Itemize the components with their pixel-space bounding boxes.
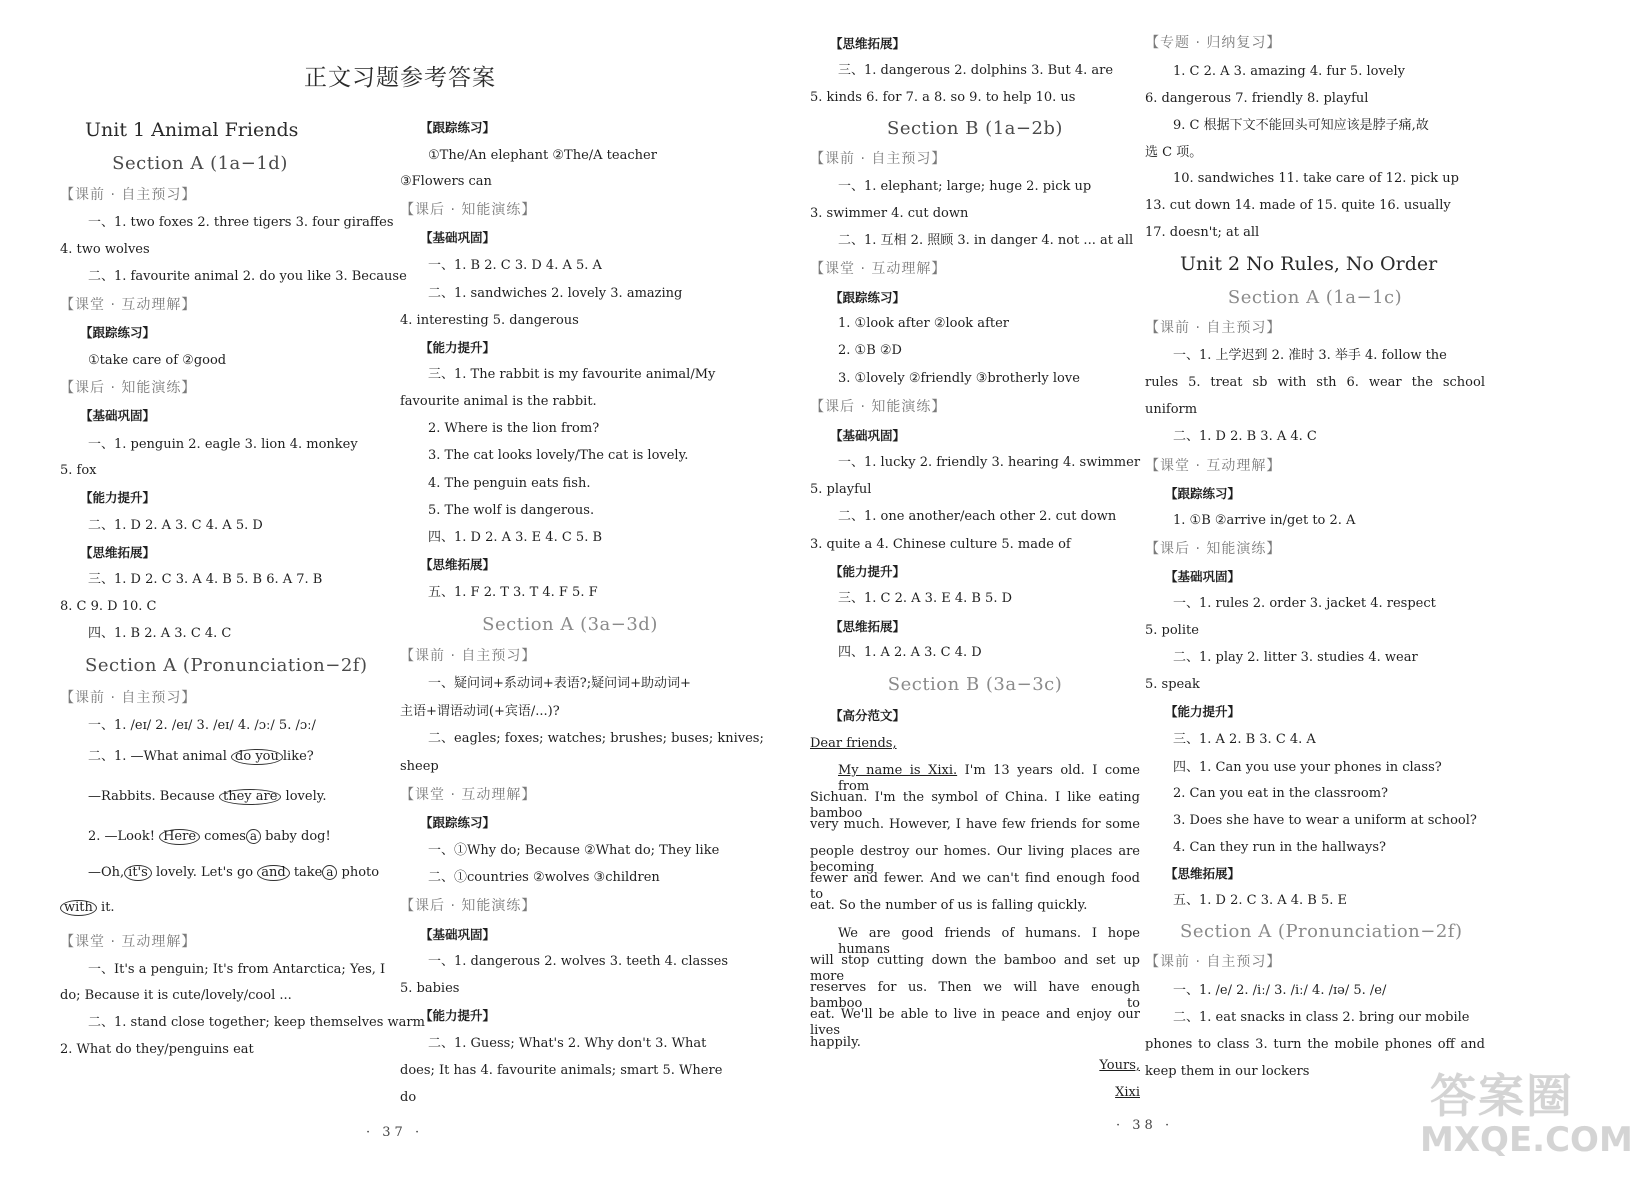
answer-line: 三、1. A 2. B 3. C 4. A [1173,732,1316,747]
unit2-title: Unit 2 No Rules, No Order [1180,253,1438,275]
answer-line: 5. babies [400,981,460,996]
thinking-heading: 【思维拓展】 [1165,866,1241,881]
answer-line: 四、1. A 2. A 3. C 4. D [838,645,982,660]
answer-line: 选 C 项。 [1145,145,1203,160]
answer-line: 二、1. favourite animal 2. do you like 3. Because [88,269,407,284]
basic-heading: 【基础巩固】 [420,230,496,245]
answer-line: 一、1. lucky 2. friendly 3. hearing 4. swimmer [838,455,1141,470]
answer-line: 5. The wolf is dangerous. [428,503,595,518]
answer-line: ③Flowers can [400,174,492,189]
after-class-heading: 【课后 · 知能演练】 [400,202,537,218]
section-pronunciation-heading: Section A (Pronunciation−2f) [85,655,368,676]
thinking-heading: 【思维拓展】 [830,36,906,51]
answer-line: 2. ①B ②D [838,343,902,358]
answer-line: 3. ①lovely ②friendly ③brotherly love [838,371,1080,386]
answer-line: 一、1. 上学迟到 2. 准时 3. 举手 4. follow the [1173,348,1447,363]
answer-line: 一、疑问词+系动词+表语?;疑问词+助动词+ [428,676,691,691]
essay-line: eat. So the number of us is falling quickly. [810,898,1088,913]
answer-line: 二、1. Guess; What's 2. Why don't 3. What [428,1036,707,1051]
answer-line: 10. sandwiches 11. take care of 12. pick up [1173,171,1459,186]
answer-line: 8. C 9. D 10. C [60,599,157,614]
topic-review-heading: 【专题 · 归纳复习】 [1145,35,1282,51]
section-a-heading: Section A (1a−1d) [112,153,288,174]
essay-line: people destroy our homes. Our living places are becoming [810,844,1140,875]
answer-line: 4. The penguin eats fish. [428,476,591,491]
answer-line: 3. The cat looks lovely/The cat is lovely. [428,448,689,463]
pre-class-heading: 【课前 · 自主预习】 [60,690,197,706]
answer-line: 一、1. dangerous 2. wolves 3. teeth 4. classes [428,954,729,969]
answer-line: 二、1. D 2. A 3. C 4. A 5. D [88,518,263,533]
answer-line: 一、1. elephant; large; huge 2. pick up [838,179,1092,194]
answer-line: do [400,1090,417,1105]
answer-line: do; Because it is cute/lovely/cool ... [60,988,292,1003]
answer-line: 一、①Why do; Because ②What do; They like [428,843,720,858]
answer-line: 二、1. eat snacks in class 2. bring our mobile [1173,1010,1470,1025]
thinking-heading: 【思维拓展】 [420,557,496,572]
circled-word: they are [219,789,281,805]
answer-line: 四、1. Can you use your phones in class? [1173,760,1442,775]
after-class-heading: 【课后 · 知能演练】 [400,898,537,914]
answer-line: 二、①countries ②wolves ③children [428,870,660,885]
answer-line: 五、1. F 2. T 3. T 4. F 5. F [428,585,598,600]
thinking-heading: 【思维拓展】 [830,619,906,634]
answer-line: 1. C 2. A 3. amazing 4. fur 5. lovely [1173,64,1405,79]
essay-line: happily. [810,1035,861,1050]
essay-heading: 【高分范文】 [830,708,906,723]
answer-line: 二、1. —What animal do you like? [88,749,314,764]
answer-line: sheep [400,759,439,774]
answer-line: 二、1. D 2. B 3. A 4. C [1173,429,1317,444]
answer-line: 6. dangerous 7. friendly 8. playful [1145,91,1369,106]
answer-line: 4. two wolves [60,242,150,257]
unit1-title: Unit 1 Animal Friends [85,119,299,141]
essay-line: fewer and fewer. And we can't find enough food to [810,871,1140,902]
answer-line: 二、1. one another/each other 2. cut down [838,509,1117,524]
answer-line: 二、eagles; foxes; watches; brushes; buses; knives; [428,731,764,746]
answer-line: ①take care of ②good [88,353,227,368]
answer-line: 17. doesn't; at all [1145,225,1260,240]
ability-heading: 【能力提升】 [830,564,906,579]
section-pronunciation-heading: Section A (Pronunciation−2f) [1180,921,1463,942]
essay-signature: Xixi [1115,1085,1140,1100]
circled-word: do you [231,749,283,765]
thinking-heading: 【思维拓展】 [80,545,156,560]
answer-line: 一、1. penguin 2. eagle 3. lion 4. monkey [88,437,358,452]
basic-heading: 【基础巩固】 [420,927,496,942]
answer-line: —Rabbits. Because they are lovely. [88,789,327,804]
answer-line: 2. What do they/penguins eat [60,1042,254,1057]
after-class-heading: 【课后 · 知能演练】 [810,399,947,415]
answer-line: 9. C 根据下文不能回头可知应该是脖子痛,故 [1173,118,1429,133]
pre-class-heading: 【课前 · 自主预习】 [810,151,947,167]
essay-line: will stop cutting down the bamboo and set up more [810,953,1140,984]
ability-heading: 【能力提升】 [1165,704,1241,719]
page-number-left: · 37 · [366,1125,424,1140]
answer-line: 三、1. The rabbit is my favourite animal/My [428,367,716,382]
pre-class-heading: 【课前 · 自主预习】 [1145,320,1282,336]
section-a-heading: Section A (1a−1c) [1227,287,1403,308]
answer-line: 5. playful [810,482,872,497]
watermark-url: MXQE.COM [1420,1120,1633,1160]
answer-line: 5. fox [60,463,97,478]
answer-line: favourite animal is the rabbit. [400,394,597,409]
answer-line: —Oh, it's lovely. Let's go and take a photo [88,865,380,880]
answer-line: 五、1. D 2. C 3. A 4. B 5. E [1173,893,1348,908]
tracking-heading: 【跟踪练习】 [80,325,156,340]
in-class-heading: 【课堂 · 互动理解】 [60,297,197,313]
answer-line: 1. ①B ②arrive in/get to 2. A [1173,513,1356,528]
answer-line: 三、1. C 2. A 3. E 4. B 5. D [838,591,1013,606]
answer-line: 主语+谓语动词(+宾语/...)? [400,704,560,719]
pre-class-heading: 【课前 · 自主预习】 [400,648,537,664]
after-class-heading: 【课后 · 知能演练】 [60,380,197,396]
circled-word: it's [124,865,152,881]
pre-class-heading: 【课前 · 自主预习】 [60,187,197,203]
answer-line: 5. speak [1145,677,1200,692]
answer-line: keep them in our lockers [1145,1064,1310,1079]
answer-line: 一、1. /e/ 2. /iː/ 3. /iː/ 4. /ɪə/ 5. /e/ [1173,983,1387,998]
answer-line: 三、1. dangerous 2. dolphins 3. But 4. are [838,63,1114,78]
in-class-heading: 【课堂 · 互动理解】 [1145,458,1282,474]
pre-class-heading: 【课前 · 自主预习】 [1145,954,1282,970]
page-number-right: · 38 · [1116,1118,1174,1133]
circled-word: and [257,865,289,881]
watermark-text: 答案圈 [1430,1069,1574,1123]
answer-line: 二、1. stand close together; keep themselves warm [88,1015,425,1030]
circled-word: Here [159,829,200,845]
circled-letter: a [322,865,337,880]
basic-heading: 【基础巩固】 [830,428,906,443]
essay-line: eat. We'll be able to live in peace and enjoy our lives [810,1007,1140,1038]
tracking-heading: 【跟踪练习】 [420,815,496,830]
answer-line: 2. Can you eat in the classroom? [1173,786,1388,801]
essay-line: My name is Xixi. I'm 13 years old. I come from [838,763,1141,794]
answer-line: 2. Where is the lion from? [428,421,600,436]
circled-letter: a [246,829,261,844]
tracking-heading: 【跟踪练习】 [1165,486,1241,501]
answer-line: 一、1. two foxes 2. three tigers 3. four giraffes [88,215,394,230]
answer-line: 一、1. /eɪ/ 2. /eɪ/ 3. /eɪ/ 4. /ɔː/ 5. /ɔː/ [88,718,316,733]
answer-line: ①The/An elephant ②The/A teacher [428,148,657,163]
section-b3-heading: Section B (3a−3c) [887,674,1063,695]
section-b-heading: Section B (1a−2b) [887,118,1063,139]
answer-line: 三、1. D 2. C 3. A 4. B 5. B 6. A 7. B [88,572,323,587]
answer-line: 四、1. D 2. A 3. E 4. C 5. B [428,530,603,545]
basic-heading: 【基础巩固】 [1165,569,1241,584]
circled-word: with [60,900,97,916]
answer-line: 3. Does she have to wear a uniform at school? [1173,813,1477,828]
answer-line: 一、1. B 2. C 3. D 4. A 5. A [428,258,602,273]
in-class-heading: 【课堂 · 互动理解】 [60,934,197,950]
basic-heading: 【基础巩固】 [80,408,156,423]
tracking-heading: 【跟踪练习】 [830,290,906,305]
answer-line: 3. quite a 4. Chinese culture 5. made of [810,537,1071,552]
essay-line: reserves for us. Then we will have enough bamboo to [810,980,1140,1011]
essay-line: We are good friends of humans. I hope humans [838,926,1140,957]
answer-line: 4. interesting 5. dangerous [400,313,579,328]
answer-line: 13. cut down 14. made of 15. quite 16. usually [1145,198,1451,213]
answer-line: phones to class 3. turn the mobile phones off and [1145,1037,1485,1052]
answer-line: 4. Can they run in the hallways? [1173,840,1386,855]
answer-line: 二、1. sandwiches 2. lovely 3. amazing [428,286,683,301]
answer-line: 四、1. B 2. A 3. C 4. C [88,626,232,641]
answer-line: 3. swimmer 4. cut down [810,206,969,221]
answer-line: 2. —Look! Here comes a baby dog! [88,829,331,844]
answer-line: rules 5. treat sb with sth 6. wear the school [1145,375,1485,390]
ability-heading: 【能力提升】 [420,1008,496,1023]
answer-line: 二、1. play 2. litter 3. studies 4. wear [1173,650,1418,665]
tracking-heading: 【跟踪练习】 [420,120,496,135]
after-class-heading: 【课后 · 知能演练】 [1145,541,1282,557]
section-3a-heading: Section A (3a−3d) [482,614,658,635]
ability-heading: 【能力提升】 [420,340,496,355]
answer-line: with it. [60,900,390,916]
ability-heading: 【能力提升】 [80,490,156,505]
answer-line: 二、1. 互相 2. 照顾 3. in danger 4. not ... at all [838,233,1134,248]
answer-line: uniform [1145,402,1198,417]
page-title: 正文习题参考答案 [304,65,496,91]
answer-line: does; It has 4. favourite animals; smart 5. Where [400,1063,723,1078]
answer-line: 5. kinds 6. for 7. a 8. so 9. to help 10. us [810,90,1076,105]
in-class-heading: 【课堂 · 互动理解】 [400,787,537,803]
answer-line: 一、1. rules 2. order 3. jacket 4. respect [1173,596,1436,611]
essay-line: Sichuan. I'm the symbol of China. I like eating bamboo [810,790,1140,821]
essay-line: very much. However, I have few friends for some [810,817,1140,832]
essay-closing: Yours, [1099,1058,1140,1073]
in-class-heading: 【课堂 · 互动理解】 [810,261,947,277]
answer-line: 一、It's a penguin; It's from Antarctica; Yes, I [88,962,386,977]
essay-greeting: Dear friends, [810,736,897,751]
answer-line: 1. ①look after ②look after [838,316,1010,331]
answer-line: 5. polite [1145,623,1199,638]
